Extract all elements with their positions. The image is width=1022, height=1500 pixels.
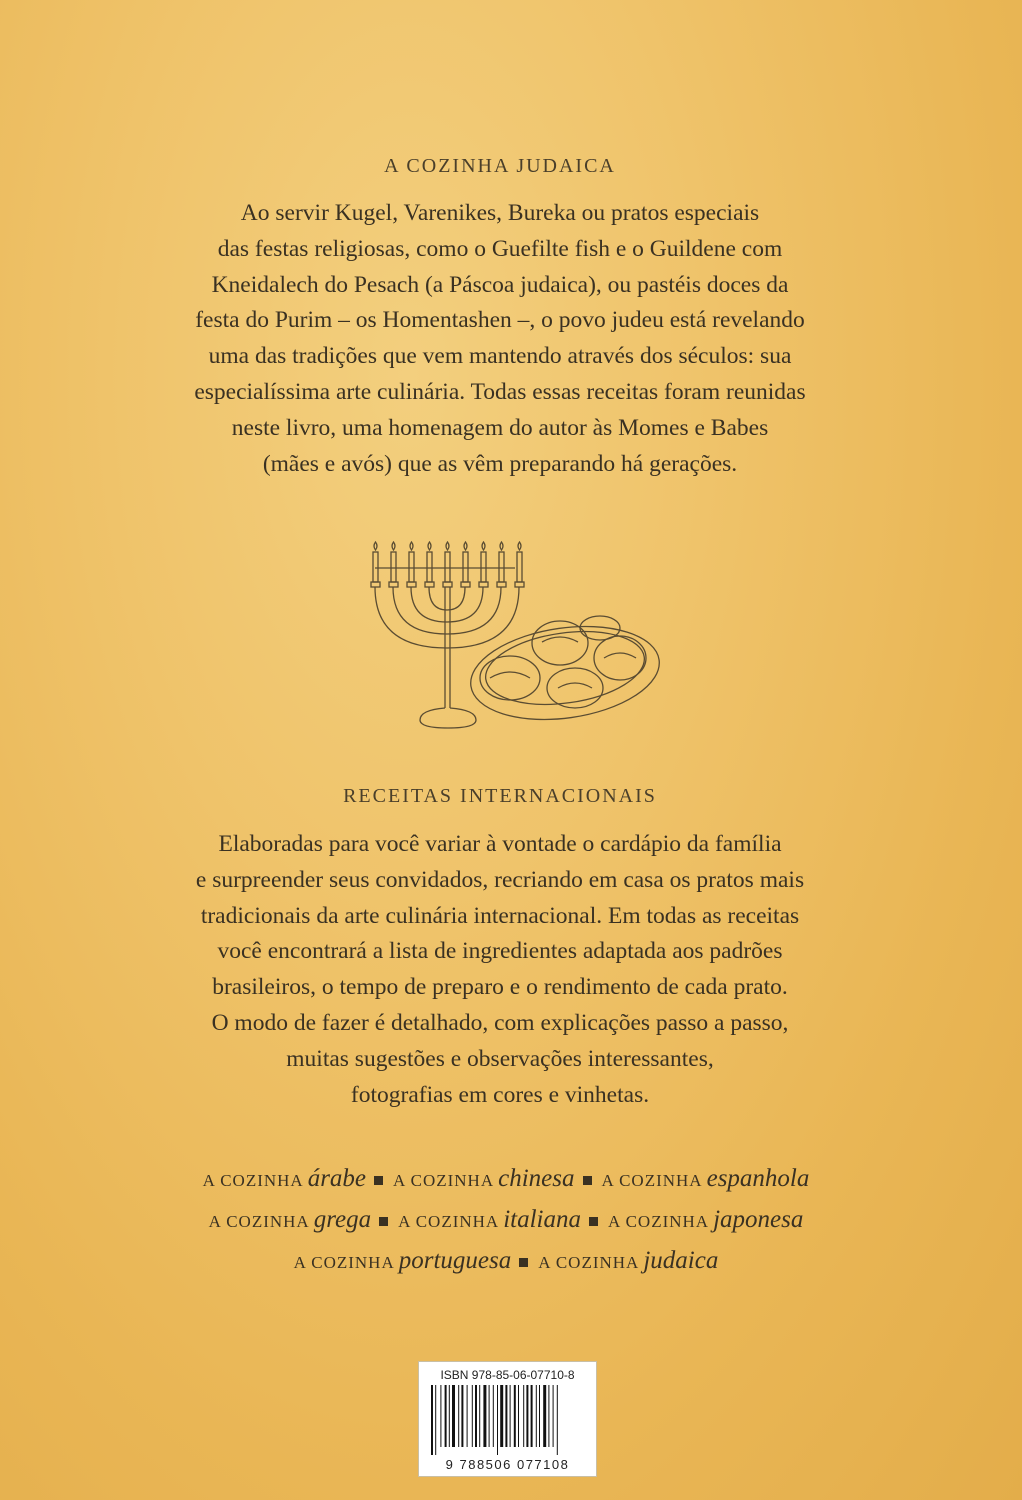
text-line: brasileiros, o tempo de preparo e o rendimento de cada prato. [212,974,788,1001]
series-prefix: A COZINHA [398,1212,500,1231]
text-line: muitas sugestões e observações interessantes, [286,1045,714,1072]
text-line: tradicionais da arte culinária internacional. Em todas as receitas [200,902,800,929]
series-line [0,1240,1012,1281]
cuisine-name: japonesa [713,1206,804,1233]
series-prefix: A COZINHA [202,1171,304,1190]
text-line: fotografias em cores e vinhetas. [350,1081,650,1108]
text-line: Elaboradas para você variar à vontade o cardápio da família [218,831,782,857]
series-prefix: A COZINHA [601,1171,703,1190]
square-bullet-icon [519,1258,528,1267]
series-line [0,1158,1012,1199]
text-line: Kneidalech do Pesach (a Páscoa judaica), ou pastéis doces da [211,271,789,298]
text-line: Ao servir Kugel, Varenikes, Bureka ou pratos especiais [240,200,760,226]
series-prefix: A COZINHA [608,1212,710,1231]
square-bullet-icon [374,1176,383,1185]
square-bullet-icon [583,1176,592,1185]
series-prefix: A COZINHA [293,1253,395,1272]
cuisine-name: italiana [503,1206,581,1233]
section-description-cozinha-judaica [100,196,900,482]
barcode-digits: 9 788506 077108 [445,1457,570,1472]
menorah-and-pastries-illustration [360,538,670,738]
isbn-label: ISBN 978-85-06-07710-8 [440,1368,575,1382]
text-line: você encontrará a lista de ingredientes adaptada aos padrões [217,938,783,965]
cuisine-name: árabe [307,1165,367,1192]
menorah-icon [371,542,524,728]
square-bullet-icon [589,1217,598,1226]
cuisine-name: portuguesa [398,1247,512,1274]
series-line [0,1199,1012,1240]
square-bullet-icon [379,1217,388,1226]
text-line: das festas religiosas, como o Guefilte fish e o Guildene com [217,235,783,262]
section-title-cozinha-judaica: A COZINHA JUDAICA [384,155,616,177]
series-prefix: A COZINHA [208,1212,310,1231]
series-list [0,1158,1012,1281]
text-line: O modo de fazer é detalhado, com explicações passo a passo, [211,1009,789,1036]
cuisine-name: espanhola [706,1165,810,1192]
series-prefix: A COZINHA [393,1171,495,1190]
series-prefix: A COZINHA [538,1253,640,1272]
section-description-receitas-internacionais [100,827,900,1113]
text-line: uma das tradições que vem mantendo através dos séculos: sua [208,343,792,370]
text-line: especialíssima arte culinária. Todas essas receitas foram reunidas [194,378,806,405]
cuisine-name: grega [313,1206,372,1233]
barcode-box [418,1361,597,1477]
pastries-icon [465,615,666,731]
text-line: neste livro, uma homenagem do autor às Momes e Babes [231,414,769,441]
text-line: e surpreender seus convidados, recriando em casa os pratos mais [195,866,805,893]
section-title-receitas-internacionais: RECEITAS INTERNACIONAIS [343,785,657,807]
cuisine-name: chinesa [498,1165,575,1192]
text-line: festa do Purim – os Homentashen –, o povo judeu está revelando [195,307,805,334]
barcode-icon [431,1385,589,1455]
cuisine-name: judaica [643,1247,719,1274]
text-line: (mães e avós) que as vêm preparando há gerações. [262,450,738,477]
